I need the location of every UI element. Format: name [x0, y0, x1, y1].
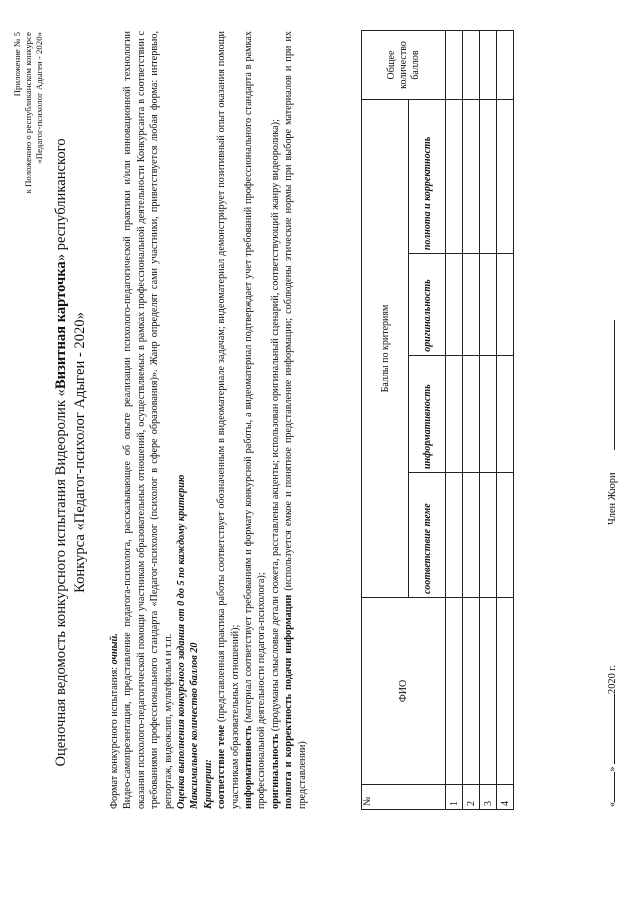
day-blank[interactable] [604, 772, 615, 802]
date-signature [604, 665, 618, 807]
table-row [480, 31, 497, 810]
score-cell[interactable] [463, 100, 480, 254]
score-cell[interactable] [480, 254, 497, 356]
column-number-header: № [362, 785, 446, 810]
jury-member-label: Член Жюри [607, 472, 618, 525]
row-number: 2 [463, 785, 480, 810]
score-cell[interactable] [446, 254, 463, 356]
table-header-row [362, 31, 409, 810]
score-cell[interactable] [463, 473, 480, 598]
date-open-quote: « [607, 801, 618, 807]
annex-line-1: Приложение № 5 [12, 32, 22, 97]
score-cell[interactable] [446, 355, 463, 472]
column-total-header: Общее количество баллов [362, 31, 446, 100]
row-number: 3 [480, 785, 497, 810]
score-cell[interactable] [446, 473, 463, 598]
score-cell[interactable] [480, 473, 497, 598]
max-score-line: Максимальное количество баллов 20 [189, 642, 201, 809]
criterion-text: (представленная практика работы соответствует обозначенным в видеоматериале задачам; видеоматериал демонстрирует позитивный опыт оказания помощи участникам образовательных отношений); [216, 31, 241, 809]
table-row [497, 31, 514, 810]
format-label: Формат конкурсного испытания: [109, 664, 120, 809]
title-bold: Визитная карточка [53, 261, 69, 390]
format-value: очный. [109, 633, 120, 665]
score-cell[interactable] [446, 100, 463, 254]
rating-line: Оценка выполнения конкурсного задания от 0 до 5 по каждому критерию [176, 474, 188, 809]
score-cell[interactable] [480, 100, 497, 254]
score-cell[interactable] [497, 355, 514, 472]
fio-cell[interactable] [463, 598, 480, 785]
annex-line-2: к Положению о республиканском конкурсе [23, 32, 33, 194]
criterion-name: информативность [243, 725, 255, 809]
annex-header [12, 32, 45, 292]
title-pre: Оценочная ведомость конкурсного испытания Видеоролик « [53, 389, 69, 767]
annex-line-3: «Педагог-психолог Адыгеи - 2020» [34, 32, 44, 164]
title-post: » республиканского [53, 138, 69, 262]
criterion-name: соответствие теме [216, 724, 228, 809]
criterion-text: (материал соответствует требованиям и формату конкурсной работы, а видеоматериал подтверждает учет требований профессионального стандарта в рамках профессиональной деятельности педагога-психолога); [243, 31, 268, 809]
score-cell[interactable] [463, 254, 480, 356]
score-cell[interactable] [497, 473, 514, 598]
score-cell[interactable] [463, 355, 480, 472]
description: Видео-самопрезентация, представление педагога-психолога, рассказывающее об опыте реализации психолого-педагогической практики и/или инновационной технологии оказания психолого-педагогической помощи участникам образовательных отношений, осуществляемых в рамках профессиональной деятельности Конкурсанта в соответствии с требованиями профессионального стандарта «Педагог-психолог (психолог в сфере образования)». Жанр определят сами участники, приветствуется любая форма: интервью, репортаж, видеоклип, мультфильм и т.п. [122, 31, 174, 809]
year-text: 2020 г. [607, 664, 618, 694]
document-title [52, 0, 90, 905]
criterion-2 [242, 31, 269, 809]
table-row [463, 31, 480, 810]
criterion-4 [282, 31, 309, 809]
score-cell[interactable] [480, 355, 497, 472]
document-body [108, 31, 309, 809]
criteria-group-header: Баллы по критериям [362, 100, 409, 598]
signature-blank[interactable] [604, 320, 615, 450]
score-cell[interactable] [497, 100, 514, 254]
column-fio-header: ФИО [362, 598, 446, 785]
criterion-column-header: информативность [409, 355, 446, 472]
total-cell[interactable] [480, 31, 497, 100]
criteria-label: Критерии: [202, 759, 214, 809]
criterion-name: полнота и корректность подачи информации [283, 594, 295, 809]
title-line-1 [52, 0, 71, 905]
score-table [361, 30, 514, 810]
criterion-text: (продуманы смысловые детали сюжета, расставлены акценты; использован оригинальный сценарий, соответствующий жанру видеоролика); [269, 119, 281, 734]
row-number: 4 [497, 785, 514, 810]
total-cell[interactable] [497, 31, 514, 100]
month-blank[interactable] [604, 694, 615, 764]
criterion-name: оригинальность [269, 733, 281, 809]
jury-signature [604, 320, 618, 525]
fio-cell[interactable] [497, 598, 514, 785]
criterion-3 [269, 31, 282, 809]
format-line [108, 31, 121, 809]
fio-cell[interactable] [446, 598, 463, 785]
table-row [446, 31, 463, 810]
criterion-column-header: соответствие теме [409, 473, 446, 598]
fio-cell[interactable] [480, 598, 497, 785]
title-line-2: Конкурса «Педагог-психолог Адыгеи - 2020» [72, 312, 88, 593]
criterion-1 [215, 31, 242, 809]
score-cell[interactable] [497, 254, 514, 356]
total-cell[interactable] [463, 31, 480, 100]
date-close-quote: » [607, 766, 618, 772]
total-cell[interactable] [446, 31, 463, 100]
criterion-column-header: полнота и корректность [409, 100, 446, 254]
criterion-column-header: оригинальность [409, 254, 446, 356]
row-number: 1 [446, 785, 463, 810]
criterion-text: (используется емкое и понятное представление информации; соблюдены этические нормы при выборе материалов и при их представлении) [283, 31, 308, 809]
